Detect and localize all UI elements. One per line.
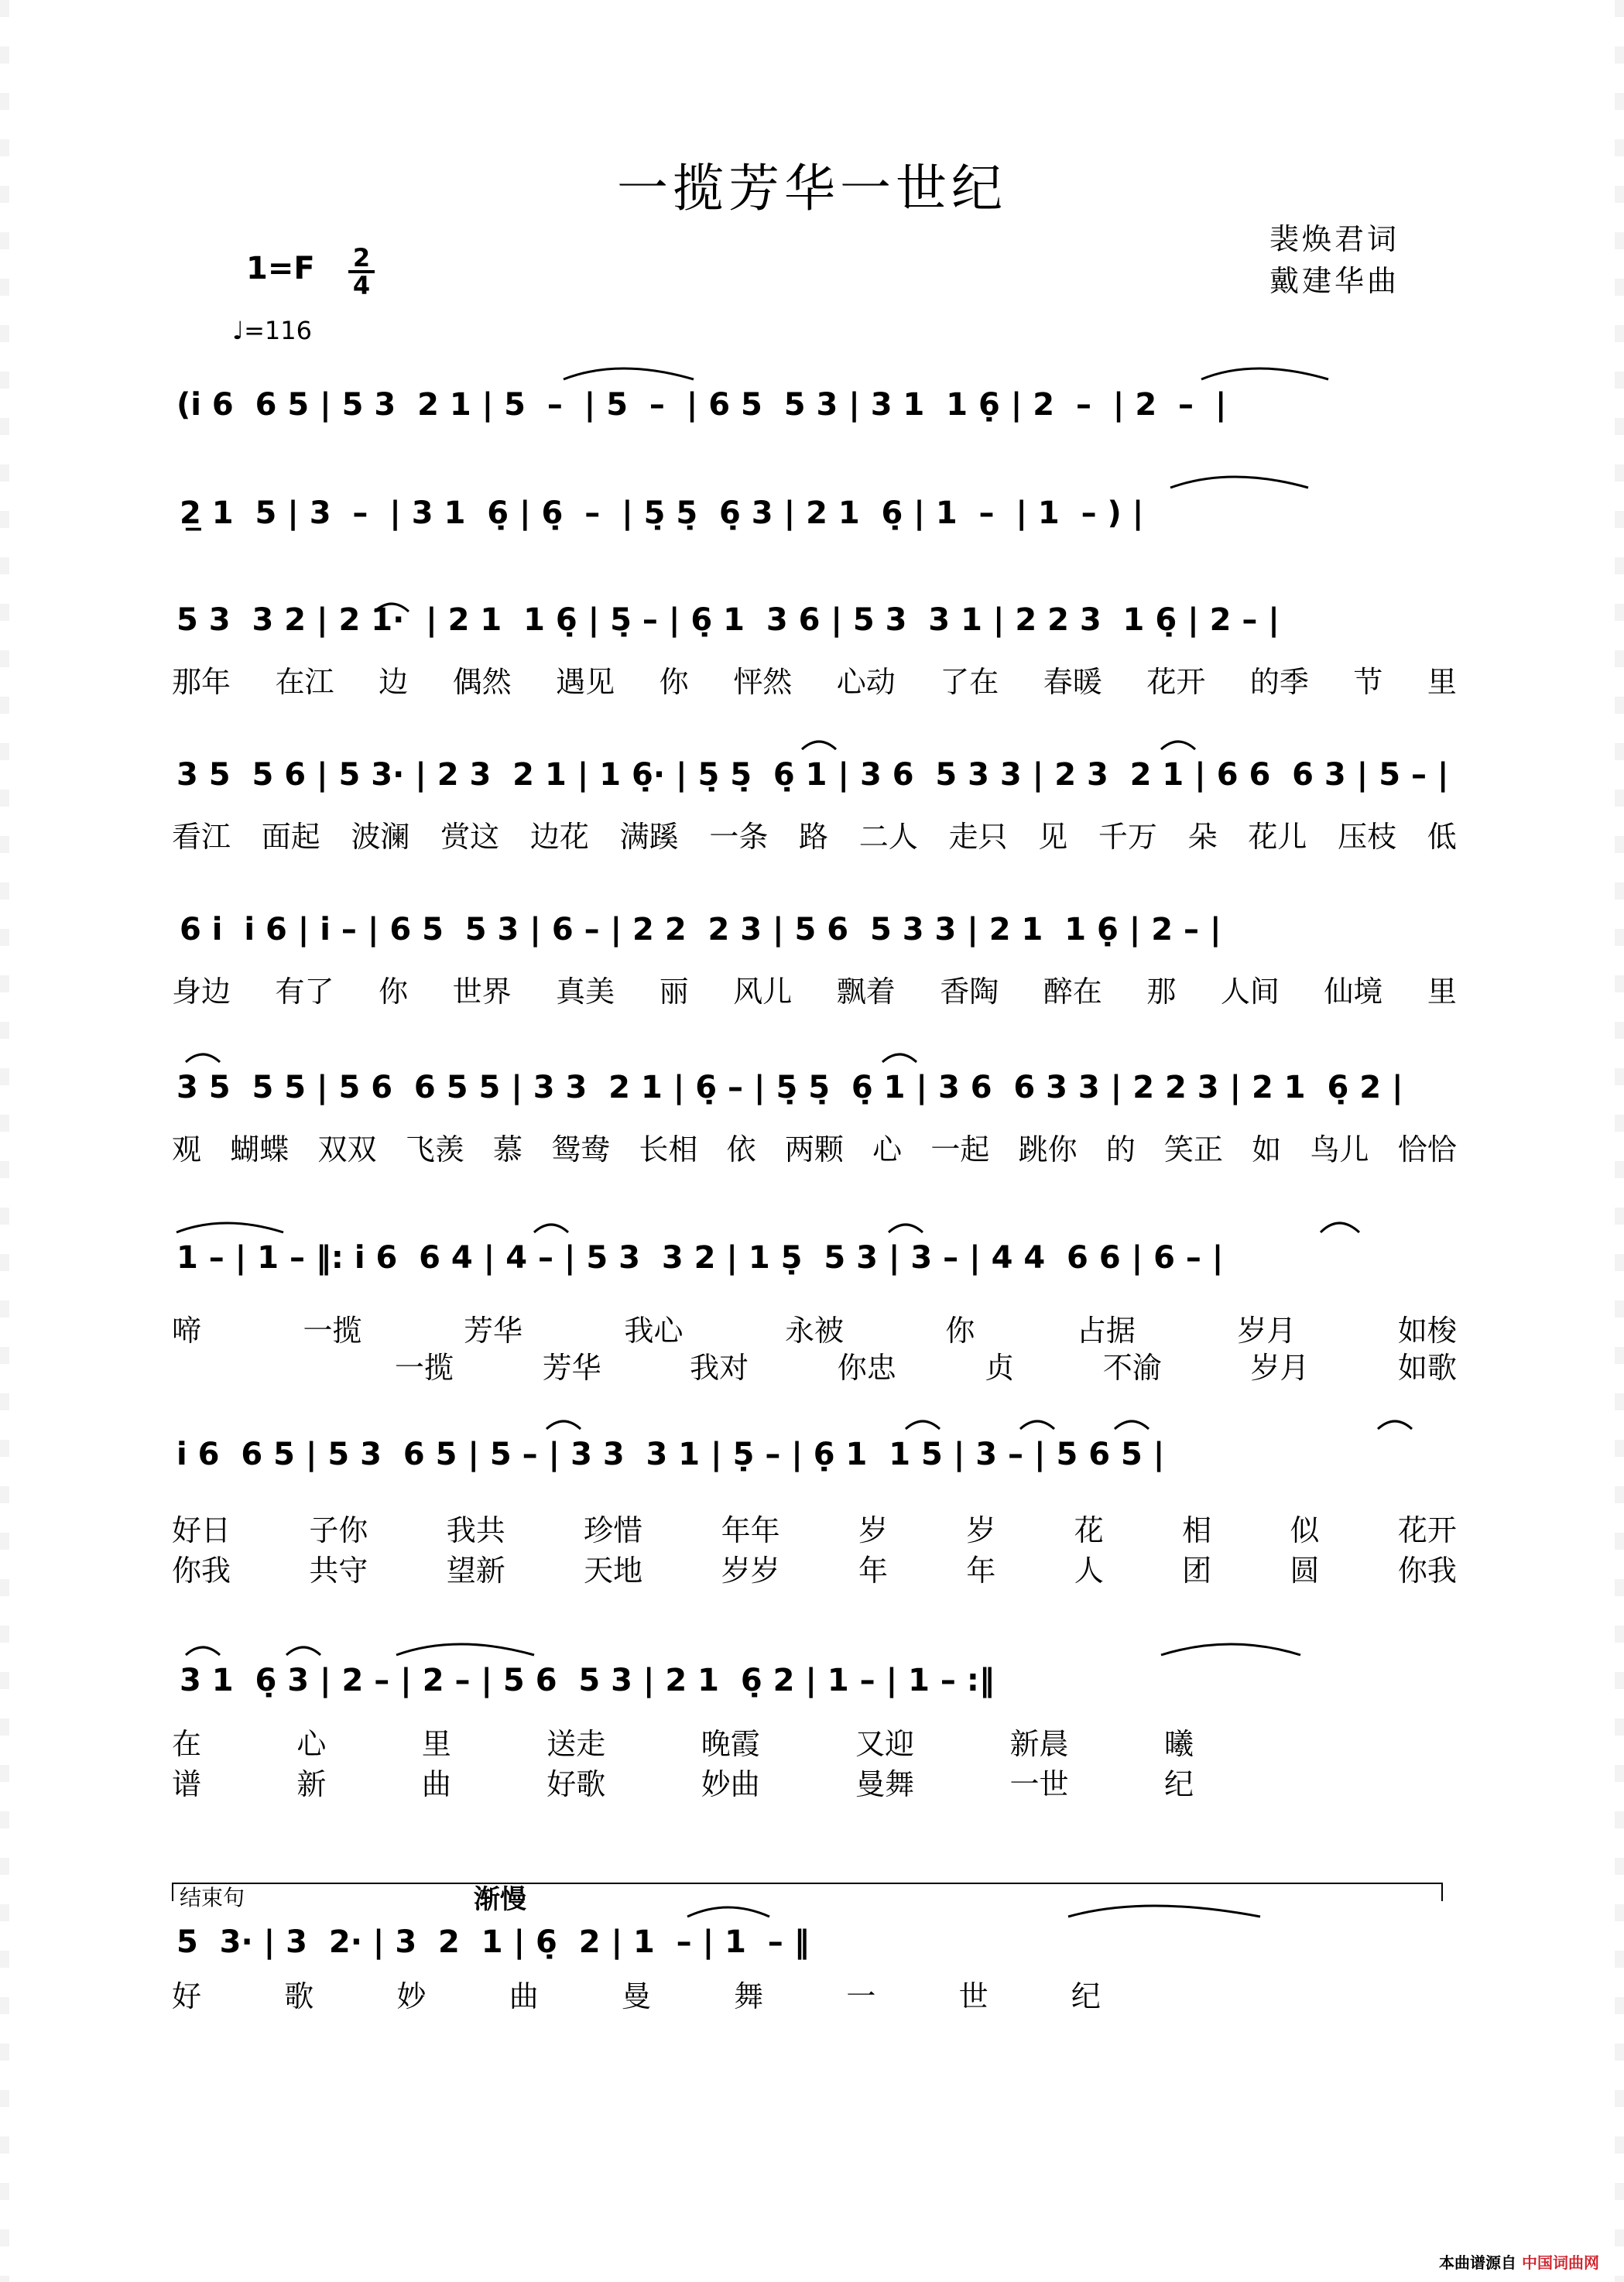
lyric: 花 (1074, 1513, 1104, 1547)
lyric: 丽 (659, 975, 689, 1009)
lyric: 望新 (446, 1554, 505, 1588)
lyric: 压枝 (1338, 820, 1397, 854)
lyric: 依 (726, 1132, 756, 1167)
source-site[interactable]: 中国词曲网 (1522, 2253, 1599, 2272)
notation-text: 3 1 6̣ 3 | 2 – | 2 – | 5 6 5 3 | 2 1 6̣ 2 | 1 – | 1 – :‖ (180, 1663, 995, 1698)
lyric: 那 (1146, 975, 1177, 1009)
lyric: 遇见 (556, 665, 615, 699)
lyric: 风儿 (733, 975, 793, 1009)
lyric: 岁岁 (721, 1554, 780, 1588)
notation-text: 5 3· | 3 2· | 3 2 1 | 6̣ 2 | 1 – | 1 – ‖ (176, 1924, 810, 1960)
lyric: 妙 (396, 1979, 427, 2013)
notation-line (0, 1437, 1624, 1483)
lyric: 纪 (1163, 1767, 1194, 1801)
lyric: 我心 (624, 1314, 684, 1348)
lyric: 一条 (709, 820, 769, 854)
lyric: 曼 (621, 1979, 651, 2013)
lyric: 二人 (858, 820, 918, 854)
notation-line (0, 912, 1624, 958)
lyric: 谱 (172, 1767, 202, 1801)
lyrics-verse-2 (172, 1547, 1457, 1589)
notation-line (0, 757, 1624, 803)
lyric: 贞 (985, 1351, 1015, 1385)
lyrics-verse-2 (395, 1344, 1457, 1386)
lyric: 蝴蝶 (230, 1132, 290, 1167)
lyric: 曼舞 (855, 1767, 915, 1801)
lyric: 如歌 (1397, 1351, 1457, 1385)
lyric: 曲 (509, 1979, 539, 2013)
lyric: 一起 (930, 1132, 990, 1167)
lyric: 岁 (966, 1513, 996, 1547)
lyrics-verse-1 (172, 1506, 1457, 1549)
notation-line (0, 387, 1624, 433)
lyrics-verse-1 (172, 1307, 1457, 1349)
lyric: 醉在 (1043, 975, 1102, 1009)
lyric: 花儿 (1248, 820, 1307, 854)
lyric: 观 (172, 1132, 202, 1167)
lyrics-verse-2 (172, 1760, 1194, 1803)
lyric: 曦 (1163, 1727, 1194, 1761)
lyric: 新晨 (1009, 1727, 1069, 1761)
lyric: 心动 (836, 665, 896, 699)
lyric: 好歌 (546, 1767, 606, 1801)
lyric: 曲 (421, 1767, 451, 1801)
lyric: 了在 (940, 665, 999, 699)
lyric: 圆 (1290, 1554, 1320, 1588)
lyric: 如梭 (1397, 1314, 1457, 1348)
notation-line (0, 1070, 1624, 1116)
lyric: 里 (421, 1727, 451, 1761)
lyric: 里 (1427, 665, 1457, 699)
notation-line (0, 495, 1624, 542)
notation-text: 2̲ 1 5 | 3 – | 3 1 6̣ | 6̣ – | 5̣ 5̣ 6̣ 3 | 2 1 6̣ | 1 – | 1 – ) | (180, 495, 1144, 531)
lyric: 人 (1074, 1554, 1104, 1588)
lyric: 似 (1290, 1513, 1320, 1547)
lyric: 不渝 (1102, 1351, 1162, 1385)
lyric: 啼 (172, 1314, 202, 1348)
lyric: 赏这 (440, 820, 500, 854)
tempo-mark: ♩=116 (232, 316, 312, 345)
lyric: 长相 (639, 1132, 698, 1167)
lyric: 路 (799, 820, 829, 854)
lyric: 恰恰 (1397, 1132, 1457, 1167)
ending-bracket (172, 1883, 1443, 1901)
lyric: 慕 (492, 1132, 522, 1167)
lyric: 新 (296, 1767, 327, 1801)
lyric: 天地 (584, 1554, 643, 1588)
lyric: 占据 (1076, 1314, 1136, 1348)
lyrics-verse-1 (172, 1126, 1457, 1168)
lyric: 人间 (1220, 975, 1280, 1009)
meter-bottom: 4 (352, 271, 371, 300)
lyric: 朵 (1187, 820, 1218, 854)
lyricist-credit: 裴焕君词 (1269, 222, 1400, 256)
song-title: 一揽芳华一世纪 (617, 159, 1007, 218)
lyric: 你忠 (837, 1351, 896, 1385)
lyric: 仙境 (1324, 975, 1383, 1009)
lyric: 你我 (172, 1554, 231, 1588)
lyric: 又迎 (855, 1727, 915, 1761)
lyric: 妙曲 (701, 1767, 760, 1801)
lyric: 心 (296, 1727, 327, 1761)
lyric: 一 (846, 1979, 876, 2013)
notation-text: 1 – | 1 – ‖: i̇ 6 6 4 | 4 – | 5 3 3 2 | 1 5̣ 5 3 | 3 – | 4 4 6 6 | 6 – | (176, 1240, 1224, 1276)
lyric: 一世 (1009, 1767, 1069, 1801)
lyric: 纪 (1071, 1979, 1101, 2013)
source-prefix: 本曲谱源自 (1439, 2253, 1517, 2272)
lyric: 我对 (690, 1351, 749, 1385)
lyric: 的季 (1249, 665, 1309, 699)
lyric: 在江 (275, 665, 334, 699)
lyric: 一揽 (395, 1351, 454, 1385)
lyric: 见 (1038, 820, 1068, 854)
time-signature (348, 243, 375, 300)
lyric: 满蹊 (619, 820, 679, 854)
notation-line (0, 1924, 1624, 1971)
lyric: 芳华 (542, 1351, 601, 1385)
lyric: 有了 (275, 975, 334, 1009)
lyric: 共守 (309, 1554, 368, 1588)
lyric: 子你 (309, 1513, 368, 1547)
lyric: 花开 (1397, 1513, 1457, 1547)
lyric: 岁 (858, 1513, 888, 1547)
lyric: 珍惜 (584, 1513, 643, 1547)
lyric: 如 (1252, 1132, 1282, 1167)
lyric: 看江 (172, 820, 231, 854)
notation-text: 5 3 3 2 | 2 1· | 2 1 1 6̣ | 5̣ – | 6̣ 1 3 6 | 5 3 3 1 | 2 2 3 1 6̣ | 2 – | (176, 602, 1280, 638)
lyric: 岁月 (1237, 1314, 1297, 1348)
lyric: 春暖 (1043, 665, 1102, 699)
lyric: 千万 (1098, 820, 1157, 854)
notation-text: 6 i̇ i̇ 6 | i̇ – | 6 5 5 3 | 6 – | 2 2 2 3 | 5 6 5 3 3 | 2 1 1 6̣ | 2 – | (180, 912, 1221, 947)
lyric: 鸳鸯 (551, 1132, 611, 1167)
lyric: 偶然 (452, 665, 512, 699)
lyric: 两颗 (784, 1132, 844, 1167)
lyric: 世 (958, 1979, 988, 2013)
lyric: 世界 (452, 975, 512, 1009)
key-signature: 1=F (246, 251, 315, 286)
lyric: 我共 (446, 1513, 505, 1547)
lyric: 的 (1105, 1132, 1136, 1167)
lyric: 送走 (546, 1727, 606, 1761)
lyric: 永被 (784, 1314, 844, 1348)
meter-top: 2 (352, 243, 371, 272)
lyric: 花开 (1146, 665, 1206, 699)
lyric: 团 (1182, 1554, 1212, 1588)
lyric: 低 (1427, 820, 1457, 854)
lyric: 飘着 (836, 975, 896, 1009)
lyric: 一揽 (303, 1314, 362, 1348)
lyric: 好日 (172, 1513, 231, 1547)
lyric: 身边 (172, 975, 231, 1009)
composer-credit: 戴建华曲 (1269, 264, 1400, 298)
ritardando-mark: 渐慢 (474, 1884, 526, 1915)
lyrics-verse-1 (172, 813, 1457, 855)
source-credit (1439, 2250, 1599, 2273)
lyric: 年年 (721, 1513, 780, 1547)
lyrics-verse-1 (172, 1720, 1194, 1763)
lyric: 年 (858, 1554, 888, 1588)
lyric: 年 (966, 1554, 996, 1588)
lyric: 怦然 (733, 665, 793, 699)
lyric: 在 (172, 1727, 202, 1761)
lyric: 鸟儿 (1310, 1132, 1369, 1167)
lyrics-verse-1 (172, 658, 1457, 701)
notation-text: 3 5 5 5 | 5 6 6 5 5 | 3 3 2 1 | 6̣ – | 5̣ 5̣ 6̣ 1 | 3 6 6 3 3 | 2 2 3 | 2 1 6̣ 2 | (176, 1070, 1403, 1105)
lyric: 芳华 (463, 1314, 522, 1348)
lyric: 飞羡 (405, 1132, 464, 1167)
notation-text: (i̇ 6 6 5 | 5 3 2 1 | 5 – | 5 – | 6 5 5 3 | 3 1 1 6̣ | 2 – | 2 – | (176, 387, 1227, 423)
lyric: 好 (172, 1979, 202, 2013)
lyric: 舞 (734, 1979, 764, 2013)
lyric: 边花 (529, 820, 589, 854)
lyric: 真美 (556, 975, 615, 1009)
lyric: 双双 (317, 1132, 377, 1167)
lyric: 跳你 (1018, 1132, 1078, 1167)
lyric: 岁月 (1250, 1351, 1310, 1385)
lyric: 那年 (172, 665, 231, 699)
notation-text: i̇ 6 6 5 | 5 3 6 5 | 5 – | 3 3 3 1 | 5̣ – | 6̣ 1 1 5 | 3 – | 5 6 5 | (176, 1437, 1165, 1472)
lyric: 相 (1182, 1513, 1212, 1547)
lyric: 心 (872, 1132, 903, 1167)
ending-lyrics (172, 1972, 1101, 2015)
lyric: 你 (659, 665, 689, 699)
lyric: 边 (379, 665, 409, 699)
lyric: 笑正 (1164, 1132, 1224, 1167)
ending-label: 结束句 (180, 1885, 245, 1910)
lyric: 里 (1427, 975, 1457, 1009)
lyric: 你 (379, 975, 409, 1009)
lyric: 香陶 (940, 975, 999, 1009)
lyrics-verse-1 (172, 968, 1457, 1010)
notation-line (0, 602, 1624, 649)
lyric: 波澜 (351, 820, 410, 854)
lyric: 节 (1353, 665, 1383, 699)
notation-text: 3 5 5 6 | 5 3· | 2 3 2 1 | 1 6̣· | 5̣ 5̣ 6̣ 1 | 3 6 5 3 3 | 2 3 2 1 | 6 6 6 3 | 5 – | (176, 757, 1449, 793)
lyric: 你 (945, 1314, 975, 1348)
lyric: 面起 (261, 820, 320, 854)
lyric: 你我 (1397, 1554, 1457, 1588)
notation-line (0, 1240, 1624, 1287)
lyric: 歌 (284, 1979, 314, 2013)
lyric: 晚霞 (701, 1727, 760, 1761)
notation-line (0, 1663, 1624, 1709)
lyric: 走只 (948, 820, 1008, 854)
credits (1269, 218, 1400, 302)
